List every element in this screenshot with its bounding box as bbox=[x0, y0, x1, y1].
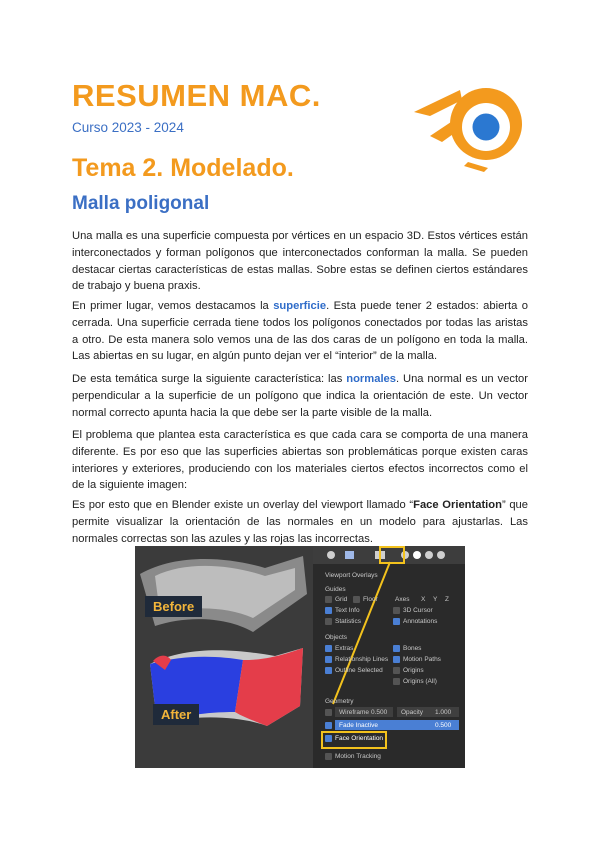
face-orientation-label: Face Orientation bbox=[335, 735, 384, 742]
before-label: Before bbox=[145, 596, 202, 617]
paragraph-face-orientation: Es por esto que en Blender existe un overlay del viewport llamado “Face Orientation” que permite visualizar la orientación de las normales en un modelo para ajustarlas. Las normales correctas son las azules y las rojas las incorrectas. bbox=[72, 499, 528, 545]
document-title: RESUMEN MAC. bbox=[72, 78, 321, 113]
blender-screenshot-figure: Before After Viewport Overlays Guides Grid Floor Axes X Y Z Text Info 3D Cursor Statistics Annotations Objects Extras Bones Relationship Lines Motion Paths Outline Selected Origins Origins (All) Geometry Wireframe 0.500 Opacity 1.000 Fade Inactive 0.500 Face Orientation Motion Tracking bbox=[135, 546, 465, 768]
topic-heading: Tema 2. Modelado. bbox=[72, 154, 294, 182]
normals-highlight: normales bbox=[346, 373, 396, 385]
surface-highlight: superficie bbox=[273, 300, 327, 312]
paragraph-problem: El problema que plantea esta característica es que cada cara se comporta de una manera diferente. Es por eso que las superficies abiertas son problemáticas porque existen caras interiores y exteriores, produciendo con los materiales ciertos efectos incorrectos como el de la siguiente imagen: bbox=[72, 429, 528, 492]
after-label: After bbox=[153, 704, 199, 725]
course-year: Curso 2023 - 2024 bbox=[72, 120, 184, 135]
paragraph-mesh: Una malla es una superficie compuesta por vértices en un espacio 3D. Estos vértices están interconectados y forman polígonos que interconectados conforman la malla. Se pueden destacar ciertas características de estas mallas. Sobre estas se definen ciertos estándares de trabajo y buena praxis. bbox=[72, 230, 528, 293]
section-heading: Malla poligonal bbox=[72, 193, 210, 214]
face-orientation-highlight: Face Orientation bbox=[413, 499, 502, 511]
blender-logo-icon bbox=[408, 72, 538, 172]
face-orientation-checkbox[interactable] bbox=[325, 735, 332, 742]
paragraph-surface: En primer lugar, vemos destacamos la superficie. Esta puede tener 2 estados: abierta o cerrada. Una superficie cerrada tiene todos los polígonos conectados por todas las aristas a otro. De esta manera solo vemos una de las dos caras de un polígono en toda la malla. Las abiertas en su lugar, en algún punto dejan ver el “interior” de la malla. bbox=[72, 300, 528, 363]
paragraph-normals: De esta temática surge la siguiente característica: las normales. Una normal es un vector perpendicular a la superficie de un polígono que indica la orientación de este. Un vector normal correcto apunta hacia la que debe ser la parte visible de la malla. bbox=[72, 373, 528, 419]
